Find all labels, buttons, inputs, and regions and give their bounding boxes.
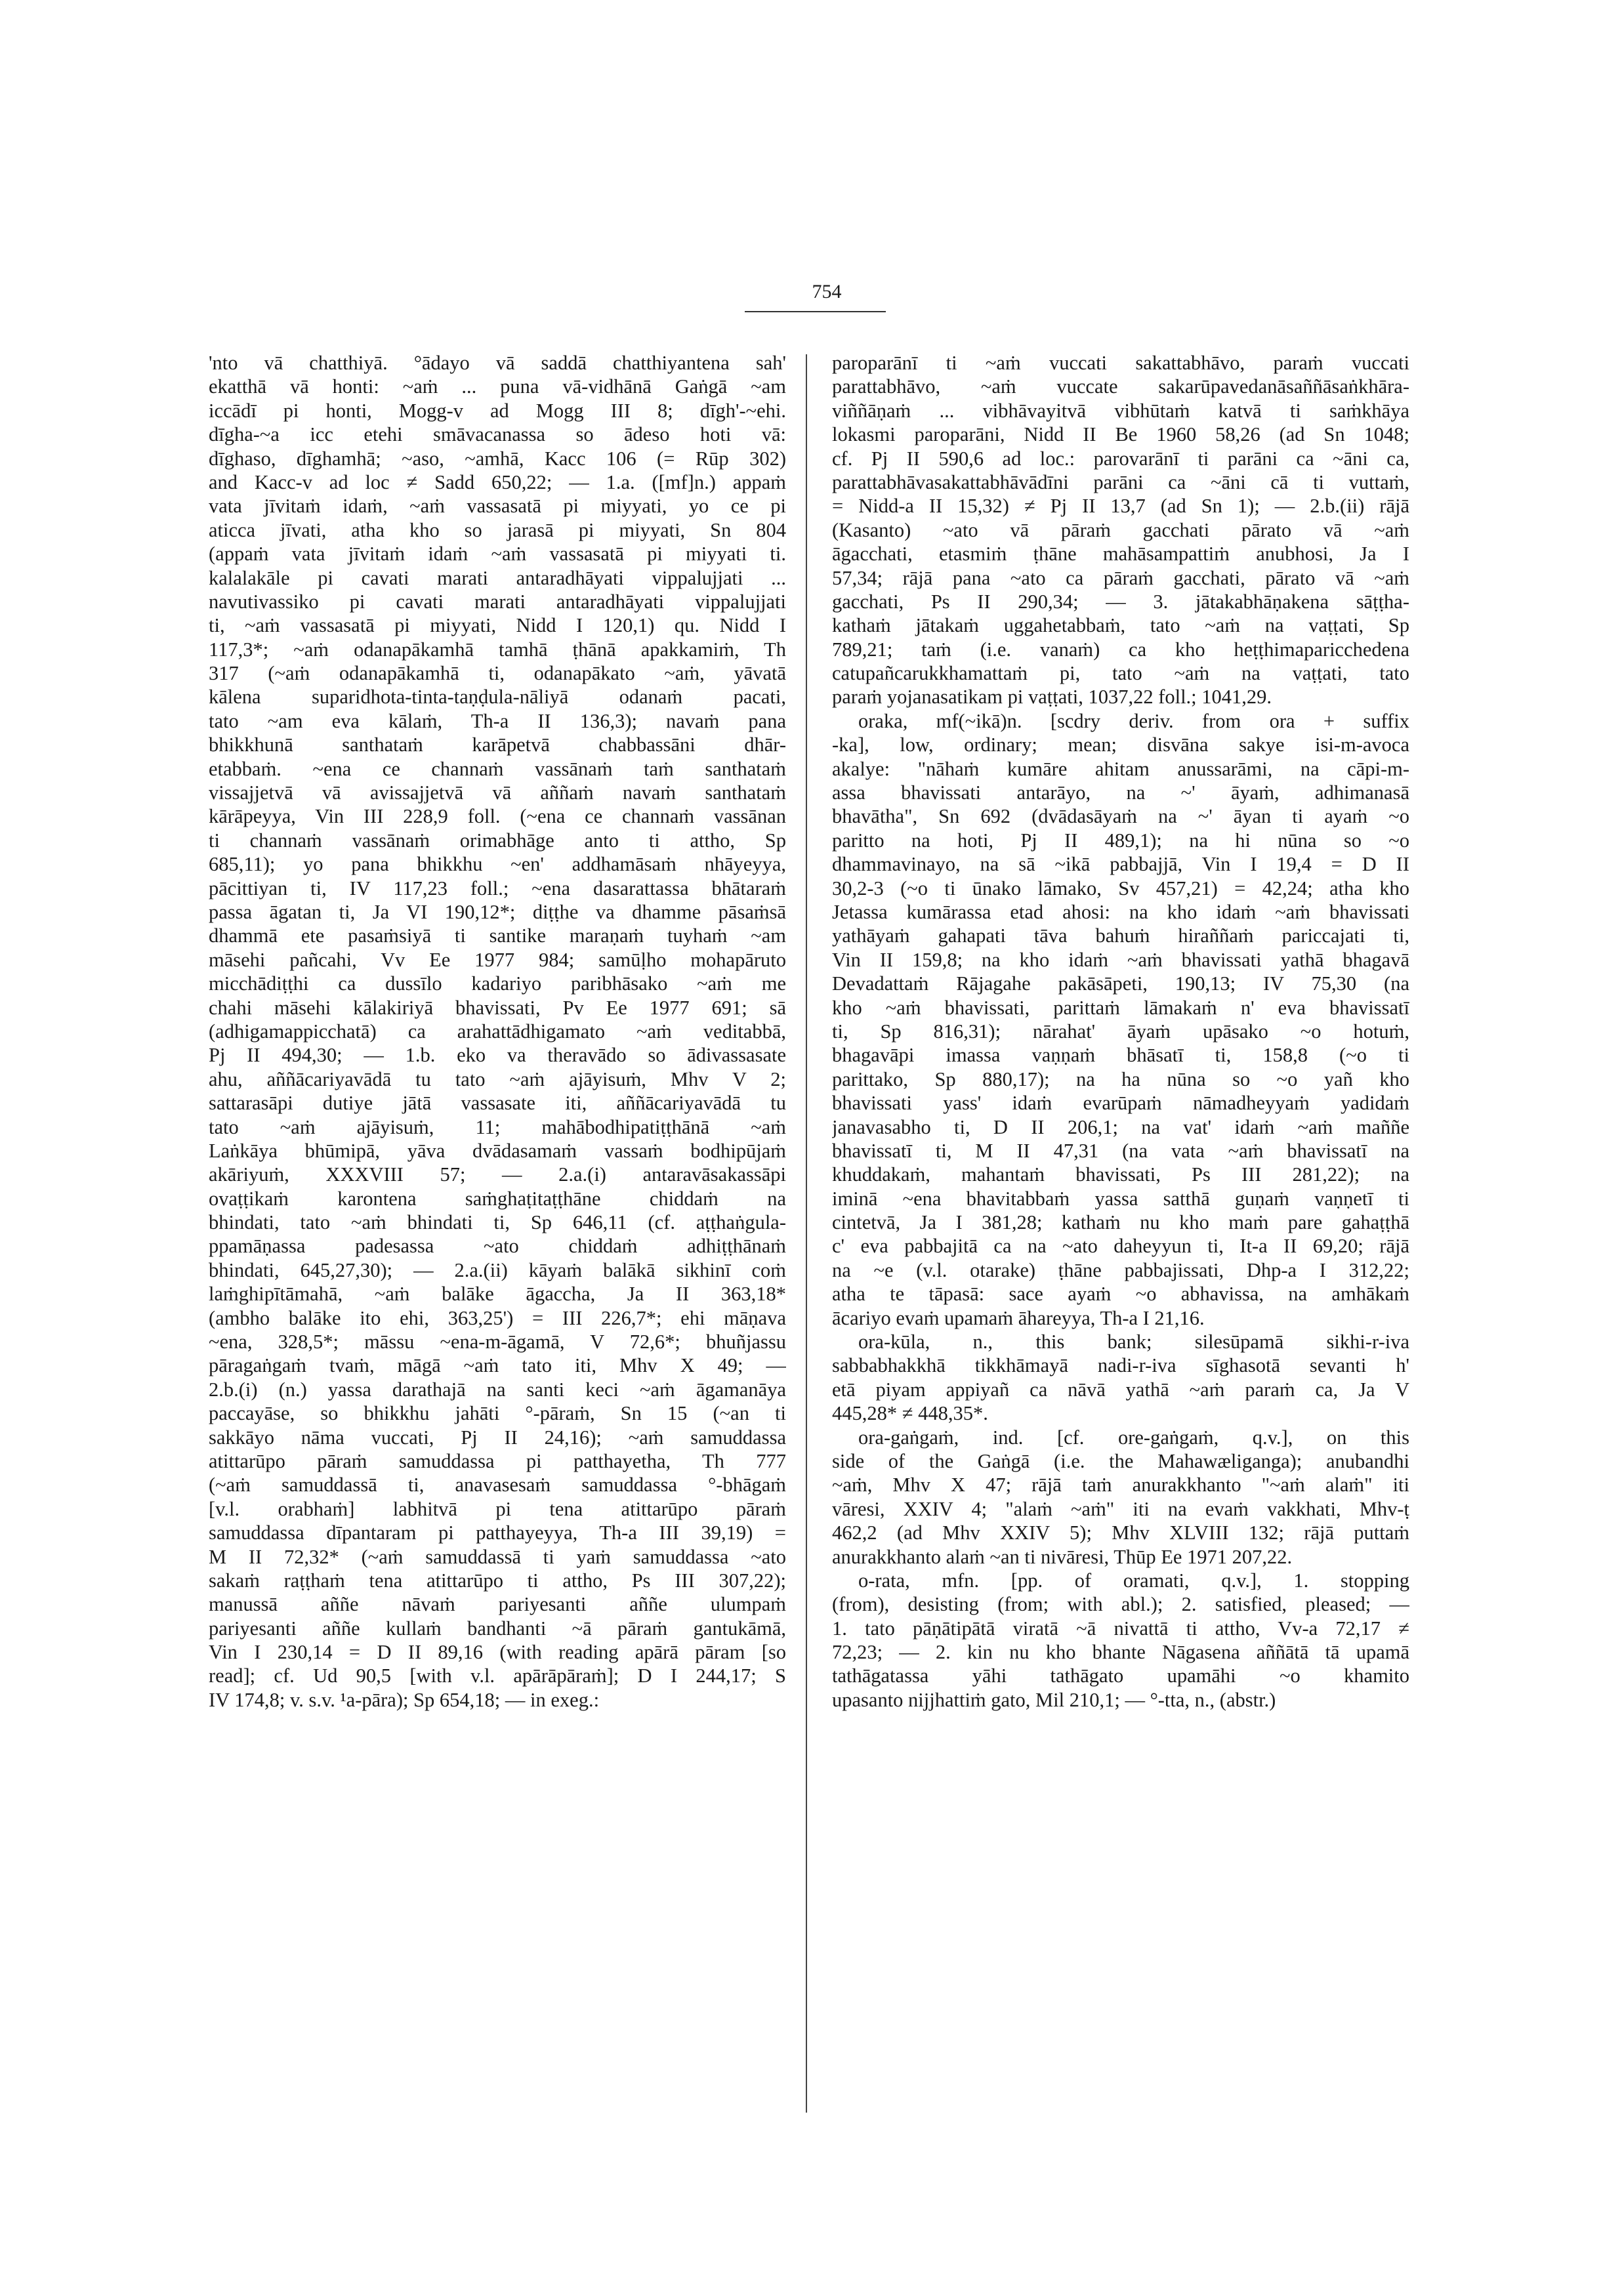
text-line: sattarasāpi dutiye jātā vassasate iti, aññācariyavādā tu (209, 1092, 786, 1115)
text-line: 30,2-3 (~o ti ūnako lāmako, Sv 457,21) = 42,24; atha kho (832, 877, 1409, 899)
text-line: kalalakāle pi cavati marati antaradhāyati vippalujjati ... (209, 566, 786, 589)
text-line: na ~e (v.l. otarake) ṭhāne pabbajissati, Dhp-a I 312,22; (832, 1258, 1409, 1281)
text-line: Devadattaṁ Rājagahe pakāsāpeti, 190,13; IV 75,30 (na (832, 972, 1409, 995)
text-line: M II 72,32* (~aṁ samuddassā ti yaṁ samuddassa ~ato (209, 1545, 786, 1568)
text-line: ekatthā vā honti: ~aṁ ... puna vā-vidhānā Gaṅgā ~am (209, 375, 786, 398)
text-line: bhavissatī ti, M II 47,31 (na vata ~aṁ bhavissatī na (832, 1139, 1409, 1162)
text-line: khuddakaṁ, mahantaṁ bhavissati, Ps III 281,22); na (832, 1163, 1409, 1186)
text-line: vata jīvitaṁ idaṁ, ~aṁ vassasatā pi miyyati, yo ce pi (209, 495, 786, 518)
text-line: parattabhāvasakattabhāvādīni parāni ca ~āni cā ti vuttaṁ, (832, 470, 1409, 493)
text-line: bhindati, tato ~aṁ bhindati ti, Sp 646,11 (cf. aṭṭhaṅgula- (209, 1211, 786, 1234)
text-line: navutivassiko pi cavati marati antaradhāyati vippalujjati (209, 590, 786, 613)
text-line: 462,2 (ad Mhv XXIV 5); Mhv XLVIII 132; rājā puttaṁ (832, 1521, 1409, 1544)
text-line: paroparānī ti ~aṁ vuccati sakattabhāvo, paraṁ vuccati (832, 352, 1409, 374)
text-line: māsehi pañcahi, Vv Ee 1977 984; samūḷho mohapāruto (209, 948, 786, 971)
text-line: janavasabho ti, D II 206,1; na vat' idaṁ ~aṁ maññe (832, 1115, 1409, 1138)
text-line: akāriyuṁ, XXXVIII 57; — 2.a.(i) antaravāsakassāpi (209, 1163, 786, 1186)
text-line: ora-gaṅgaṁ, ind. [cf. ore-gaṅgaṁ, q.v.], on this (858, 1426, 1409, 1449)
text-line: (~aṁ samuddassā ti, anavasesaṁ samuddassa °-bhāgaṁ (209, 1474, 786, 1497)
text-line: catupañcarukkhamattaṁ pi, tato ~aṁ na vaṭṭati, tato (832, 662, 1409, 685)
text-line: bhagavāpi imassa vaṇṇaṁ bhāsatī ti, 158,8 (~o ti (832, 1044, 1409, 1067)
text-line: ācariyo evaṁ upamaṁ āhareyya, Th-a I 21,16. (832, 1306, 1205, 1329)
text-line: viññāṇaṁ ... vibhāvayitvā vibhūtaṁ katvā ti saṁkhāya (832, 399, 1409, 422)
text-line: iminā ~ena bhavitabbaṁ yassa satthā guṇaṁ vaṇṇetī ti (832, 1187, 1409, 1210)
text-line: kathaṁ jātakaṁ uggahetabbaṁ, tato ~aṁ na vaṭṭati, Sp (832, 614, 1409, 637)
text-line: dīgha-~a icc etehi smāvacanassa so ādeso hoti vā: (209, 423, 786, 446)
text-line: etabbaṁ. ~ena ce channaṁ vassānaṁ taṁ santhataṁ (209, 757, 786, 780)
text-line: ppamāṇassa padesassa ~ato chiddaṁ adhiṭṭhānaṁ (209, 1235, 786, 1258)
text-line: paraṁ yojanasatikam pi vaṭṭati, 1037,22 foll.; 1041,29. (832, 686, 1272, 709)
text-line: 1. tato pāṇātipātā viratā ~ā nivattā ti attho, Vv-a 72,17 ≠ (832, 1617, 1409, 1640)
text-line: kho ~aṁ bhavissati, parittaṁ lāmakaṁ n' eva bhavissatī (832, 996, 1409, 1019)
text-line: dhammā ete pasaṁsiyā ti santike maraṇaṁ tuyhaṁ ~am (209, 924, 786, 947)
text-line: 445,28* ≠ 448,35*. (832, 1402, 988, 1425)
text-line: sakaṁ raṭṭhaṁ tena atittarūpo ti attho, Ps III 307,22); (209, 1569, 786, 1592)
text-line: side of the Gaṅgā (i.e. the Mahawæliganga); anubandhi (832, 1449, 1409, 1472)
text-line: akalye: "nāhaṁ kumāre ahitam anussarāmi, na cāpi-m- (832, 757, 1409, 780)
text-line: ti channaṁ vassānaṁ orimabhāge anto ti attho, Sp (209, 829, 786, 852)
text-line: manussā aññe nāvaṁ pariyesanti aññe ulumpaṁ (209, 1593, 786, 1616)
column-divider (806, 354, 807, 2113)
text-line: 789,21; taṁ (i.e. vanaṁ) ca kho heṭṭhimaparicchedena (832, 638, 1409, 661)
text-line: anurakkhanto alaṁ ~an ti nivāresi, Thūp Ee 1971 207,22. (832, 1545, 1293, 1568)
text-line: tathāgatassa yāhi tathāgato upamāhi ~o khamito (832, 1664, 1409, 1687)
text-line: atittarūpo pāraṁ samuddassa pi patthayetha, Th 777 (209, 1449, 786, 1472)
text-line: kālena suparidhota-tinta-taṇḍula-nāliyā odanaṁ pacati, (209, 686, 786, 709)
text-line: 2.b.(i) (n.) yassa darathajā na santi keci ~aṁ āgamanāya (209, 1378, 786, 1401)
text-line: lokasmi paroparāni, Nidd II Be 1960 58,26 (ad Sn 1048; (832, 423, 1409, 446)
text-line: 72,23; — 2. kin nu kho bhante Nāgasena aññātā tā upamā (832, 1641, 1409, 1664)
text-line: Vin II 159,8; na kho idaṁ ~aṁ bhavissati yathā bhagavā (832, 948, 1409, 971)
text-line: aticca jīvati, atha kho so jarasā pi miyyati, Sn 804 (209, 518, 786, 541)
text-line: Pj II 494,30; — 1.b. eko va theravādo so ādivassasate (209, 1044, 786, 1067)
text-line: micchādiṭṭhi ca dussīlo kadariyo paribhāsako ~aṁ me (209, 972, 786, 995)
text-line: cintetvā, Ja I 381,28; kathaṁ nu kho maṁ pare gahaṭṭhā (832, 1211, 1409, 1234)
text-line: [v.l. orabhaṁ] labhitvā pi tena atittarūpo pāraṁ (209, 1497, 786, 1520)
text-line: c' eva pabbajitā ca na ~ato daheyyun ti, It-a II 69,20; rājā (832, 1235, 1409, 1258)
text-line: oraka, mf(~ikā)n. [scdry deriv. from ora + suffix (858, 709, 1409, 732)
right-column (832, 351, 1409, 1712)
text-line: ora-kūla, n., this bank; silesūpamā sikhi-r-iva (858, 1331, 1409, 1354)
text-line: bhavissati yass' idaṁ evarūpaṁ nāmadheyyaṁ yadidaṁ (832, 1092, 1409, 1115)
page-number: 754 (812, 281, 842, 302)
text-line: and Kacc-v ad loc ≠ Sadd 650,22; — 1.a. ([mf]n.) appaṁ (209, 470, 786, 493)
text-line: assa bhavissati antarāyo, na ~' āyaṁ, adhimanasā (832, 781, 1409, 804)
text-line: upasanto nijjhattiṁ gato, Mil 210,1; — °-tta, n., (abstr.) (832, 1688, 1276, 1711)
text-line: 117,3*; ~aṁ odanapākamhā tamhā ṭhānā apakkamiṁ, Th (209, 638, 786, 661)
text-line: 57,34; rājā pana ~ato ca pāraṁ gacchati, pārato vā ~aṁ (832, 566, 1409, 589)
text-line: ~ena, 328,5*; māssu ~ena-m-āgamā, V 72,6*; bhuñjassu (209, 1331, 786, 1354)
text-line: passa āgatan ti, Ja VI 190,12*; diṭṭhe va dhamme pāsaṁsā (209, 900, 786, 923)
text-line: ti, Sp 816,31); nārahat' āyaṁ upāsako ~o hotuṁ, (832, 1020, 1409, 1043)
text-line: IV 174,8; v. s.v. ¹a-pāra); Sp 654,18; — in exeg.: (209, 1688, 600, 1711)
text-line: read]; cf. Ud 90,5 [with v.l. apārāpāraṁ]; D I 244,17; S (209, 1664, 786, 1687)
text-line: (from), desisting (from; with abl.); 2. satisfied, pleased; — (832, 1593, 1409, 1616)
text-line: chahi māsehi kālakiriyā bhavissati, Pv Ee 1977 691; sā (209, 996, 786, 1019)
text-line: sakkāyo nāma vuccati, Pj II 24,16); ~aṁ samuddassa (209, 1426, 786, 1449)
text-line: bhavātha", Sn 692 (dvādasāyaṁ na ~' āyan ti ayaṁ ~o (832, 805, 1409, 828)
text-line: (appaṁ vata jīvitaṁ idaṁ ~aṁ vassasatā pi miyyati ti. (209, 543, 786, 566)
text-line: dhammavinayo, na sā ~ikā pabbajjā, Vin I 19,4 = D II (832, 853, 1409, 876)
text-line: Jetassa kumārassa etad ahosi: na kho idaṁ ~aṁ bhavissati (832, 900, 1409, 923)
text-line: (Kasanto) ~ato vā pāraṁ gacchati pārato vā ~aṁ (832, 518, 1409, 541)
text-line: -ka], low, ordinary; mean; disvāna sakye isi-m-avoca (832, 734, 1409, 756)
text-line: vāresi, XXIV 4; "alaṁ ~aṁ" iti na evaṁ vakkhati, Mhv-ṭ (832, 1497, 1409, 1520)
text-line: yathāyaṁ gahapati tāva bahuṁ hiraññaṁ pariccajati ti, (832, 924, 1409, 947)
text-line: ovaṭṭikaṁ karontena saṁghaṭitaṭṭhāne chiddaṁ na (209, 1187, 786, 1210)
text-line: (adhigamappicchatā) ca arahattādhigamato ~aṁ veditabbā, (209, 1020, 786, 1043)
text-line: kārāpeyya, Vin III 228,9 foll. (~ena ce channaṁ vassānan (209, 805, 786, 828)
text-line: dīghaso, dīghamhā; ~aso, ~amhā, Kacc 106 (= Rūp 302) (209, 447, 786, 470)
text-line: pāragaṅgaṁ tvaṁ, māgā ~aṁ tato iti, Mhv X 49; — (209, 1354, 786, 1377)
text-line: gacchati, Ps II 290,34; — 3. jātakabhāṇakena sāṭṭha- (832, 590, 1409, 613)
text-line: (ambho balāke ito ehi, 363,25') = III 226,7*; ehi māṇava (209, 1306, 786, 1329)
text-line: vissajjetvā vā avissajjetvā vā aññaṁ navaṁ santhataṁ (209, 781, 786, 804)
text-line: iccādī pi honti, Mogg-v ad Mogg III 8; dīgh'-~ehi. (209, 399, 786, 422)
text-line: samuddassa dīpantaram pi patthayeyya, Th-a III 39,19) = (209, 1521, 786, 1544)
text-line: bhindati, 645,27,30); — 2.a.(ii) kāyaṁ balākā sikhinī coṁ (209, 1258, 786, 1281)
header-rule (745, 311, 886, 312)
text-line: 317 (~aṁ odanapākamhā ti, odanapākato ~aṁ, yāvatā (209, 662, 786, 685)
text-line: ~aṁ, Mhv X 47; rājā taṁ anurakkhanto "~aṁ alaṁ" iti (832, 1474, 1409, 1497)
text-line: 685,11); yo pana bhikkhu ~en' addhamāsaṁ nhāyeyya, (209, 853, 786, 876)
text-line: Vin I 230,14 = D II 89,16 (with reading apārā pāram [so (209, 1641, 786, 1664)
text-line: laṁghipītāmahā, ~aṁ balāke āgaccha, Ja II 363,18* (209, 1283, 786, 1306)
text-line: o-rata, mfn. [pp. of oramati, q.v.], 1. stopping (858, 1569, 1409, 1592)
text-line: paritto na hoti, Pj II 489,1); na hi nūna so ~o (832, 829, 1409, 852)
text-line: ti, ~aṁ vassasatā pi miyyati, Nidd I 120,1) qu. Nidd I (209, 614, 786, 637)
text-line: = Nidd-a II 15,32) ≠ Pj II 13,7 (ad Sn 1); — 2.b.(ii) rājā (832, 495, 1409, 518)
text-line: pācittiyan ti, IV 117,23 foll.; ~ena dasarattassa bhātaraṁ (209, 877, 786, 899)
text-line: bhikkhunā santhataṁ karāpetvā chabbassāni dhār- (209, 734, 786, 756)
text-line: pariyesanti aññe kullaṁ bandhanti ~ā pāraṁ gantukāmā, (209, 1617, 786, 1640)
text-line: parattabhāvo, ~aṁ vuccate sakarūpavedanāsaññāsaṅkhāra- (832, 375, 1409, 398)
left-column (209, 351, 786, 1712)
text-line: parittako, Sp 880,17); na ha nūna so ~o yañ kho (832, 1067, 1409, 1090)
text-line: ahu, aññācariyavādā tu tato ~aṁ ajāyisuṁ, Mhv V 2; (209, 1067, 786, 1090)
text-line: paccayāse, so bhikkhu jahāti °-pāraṁ, Sn 15 (~an ti (209, 1402, 786, 1425)
text-line: atha te tāpasā: sace ayaṁ ~o abhavissa, na amhākaṁ (832, 1283, 1409, 1306)
text-line: Laṅkāya bhūmipā, yāva dvādasamaṁ vassaṁ bodhipūjaṁ (209, 1139, 786, 1162)
text-line: 'nto vā chatthiyā. °ādayo vā saddā chatthiyantena sah' (209, 352, 786, 374)
text-line: cf. Pj II 590,6 ad loc.: parovarānī ti parāni ca ~āni ca, (832, 447, 1409, 470)
text-line: sabbabhakkhā tikkhāmayā nadi-r-iva sīghasotā sevanti h' (832, 1354, 1409, 1377)
text-line: tato ~am eva kālaṁ, Th-a II 136,3); navaṁ pana (209, 709, 786, 732)
text-line: etā piyam appiyañ ca nāvā yathā ~aṁ paraṁ ca, Ja V (832, 1378, 1409, 1401)
text-line: tato ~aṁ ajāyisuṁ, 11; mahābodhipatiṭṭhānā ~aṁ (209, 1115, 786, 1138)
text-line: āgacchati, etasmiṁ ṭhāne mahāsampattiṁ anubhosi, Ja I (832, 543, 1409, 566)
